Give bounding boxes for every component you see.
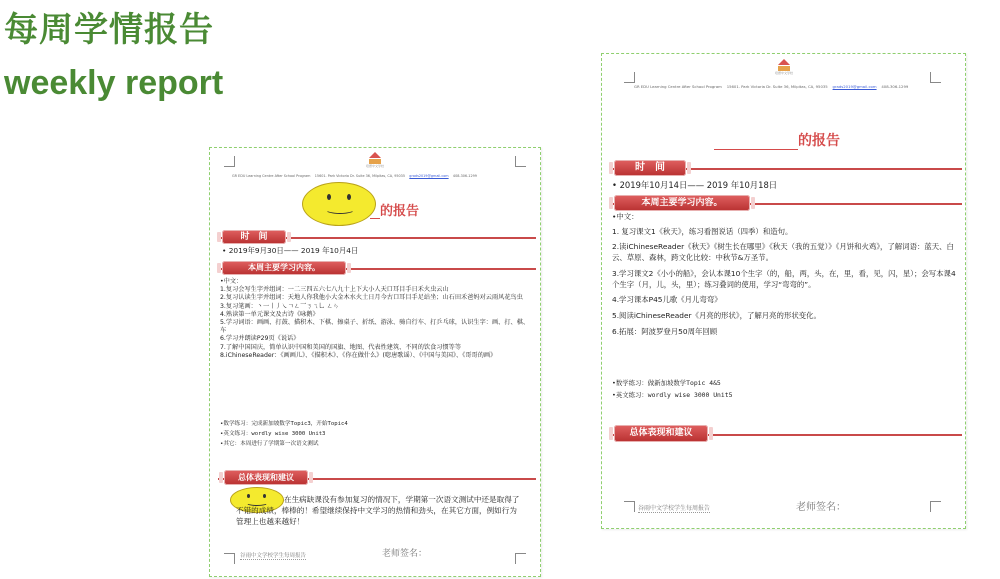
- crop-mark: [224, 553, 235, 564]
- date-range: • 2019年10月14日—— 2019 年10月18日: [612, 180, 778, 190]
- smiley-eye: [327, 194, 331, 200]
- content-line: 6.拓展：阿波罗登月50周年回顾: [612, 326, 718, 336]
- footer-school: 谷雨中文学校学生每周报告: [240, 553, 307, 559]
- content-line: 4.熟读第一单元课文及古诗《咏鹅》: [220, 310, 319, 318]
- content-line: •中文：: [220, 278, 243, 285]
- crop-mark: [515, 156, 526, 167]
- content-line: 1. 复习课文1《秋天》，练习看图说话（四季）和造句。: [612, 226, 793, 236]
- extra-line: •英文练习：wordly wise 3000 Unit3: [220, 430, 326, 437]
- smiley-eye: [347, 194, 351, 200]
- crop-mark: [624, 501, 635, 512]
- email-link[interactable]: grads2019@gmail.com: [832, 84, 877, 89]
- date-range: • 2019年9月30日—— 2019 年10月4日: [222, 246, 359, 255]
- content-line: 3.学习课文2《小小的船》，会认本课10个生字（的，船，两，头，在，里，看，见，闪，星）；会写本课4个生字（月，儿，头，里）；练习叠词的使用，学习“弯弯的”。: [612, 268, 956, 289]
- section-tab-summary: 总体表现和建议: [614, 425, 708, 442]
- teacher-signature-label: 老师签名：: [382, 549, 428, 559]
- content-list: [612, 212, 962, 338]
- smiley-mouth: [325, 205, 355, 214]
- extra-line: •数学练习：做新加坡数学Topic 4&5: [612, 379, 721, 387]
- content-line: 1.复习会写生字并组词：一二三四五六七八九十上下大小人天口耳目手日禾火虫云山: [220, 286, 449, 294]
- section-tab-time: 时 间: [222, 230, 286, 244]
- section-tab-summary: 总体表现和建议: [224, 470, 308, 485]
- letterhead: GR EDU Learning Centre After School Program 15601. Park Victoria Dr. Suite 36, Milpitas, CA, 95035 grads2019@gmail.com 408-306-1299: [634, 84, 909, 89]
- extra-line: •数学练习：完成新加坡数学Topic3，开始Topic4: [220, 421, 348, 427]
- crop-mark: [930, 501, 941, 512]
- report-page-week-2: [601, 53, 966, 529]
- content-line: 5.学习词语：画画、打鼓、描积木、下棋、擦桌子、折纸、游泳、骑自行车、打乒乓球，认识生字：画、打、棋、车: [220, 318, 530, 335]
- crop-mark: [930, 72, 941, 83]
- content-line: 2.读iChineseReader《秋天》《树生长在哪里》《秋天（我的五觉）》《月饼和火鸡》，了解词语：蓝天、白云、草原、森林，跨文化比较：中秋节&万圣节。: [612, 242, 954, 263]
- crop-mark: [224, 156, 235, 167]
- school-logo: 培德中文学校: [360, 152, 390, 168]
- email-link[interactable]: grads2019@gmail.com: [409, 174, 449, 178]
- letterhead: GR EDU Learning Centre After School Program 15601. Park Victoria Dr. Suite 36, Milpitas, CA, 95035 grads2019@gmail.com 408-306-1299: [232, 174, 477, 178]
- report-page-week-1: [209, 147, 541, 577]
- content-line: 2.复习认读生字并组词：天地人你我他小大金木水火土日月今古口耳目手足站坐；山石田禾爸妈对云雨风花鸟虫: [220, 294, 523, 302]
- teacher-signature-label: 老师签名：: [796, 502, 846, 513]
- crop-mark: [515, 553, 526, 564]
- footer-school: 谷雨中文学校学生每周报告: [638, 505, 711, 512]
- extra-practice-list: [220, 420, 530, 449]
- slide-title-english: weekly report: [4, 64, 224, 102]
- school-logo: 培德中文学校: [768, 59, 800, 75]
- content-line: 7.了解中国国庆，简单认识中国和美国的国旗、地图、代表性建筑、不同的饮食习惯等等: [220, 343, 462, 351]
- extra-line: •英文练习：wordly wise 3000 Unit5: [612, 390, 733, 399]
- section-tab-content: 本周主要学习内容。: [614, 195, 750, 211]
- crop-mark: [624, 72, 635, 83]
- summary-text: 在生病缺课没有参加复习的情况下，学期第一次语文测试中还是取得了不错的成绩，棒棒的！希望继续保持中文学习的热情和劲头，在其它方面，例如行为管理上也越来越好！: [236, 495, 520, 526]
- slide-title-chinese: 每周学情报告: [4, 10, 214, 50]
- content-list: [220, 278, 530, 360]
- section-tab-time: 时 间: [614, 160, 686, 176]
- content-line: 8.iChineseReader：《画画儿》、《描积木》、《你在做什么》(唿唐歌谣）、《中国与美国》、《哥哥的画》: [220, 351, 497, 359]
- report-title: 的报告: [714, 130, 840, 150]
- section-tab-content: 本周主要学习内容。: [222, 261, 346, 275]
- content-line: •中文：: [612, 212, 639, 221]
- extra-practice-list: [612, 378, 962, 401]
- content-line: 4.学习课本P45儿歌《月儿弯弯》: [612, 295, 722, 305]
- content-line: 3.复习笔画：丶一丨丿㇏ㄱㄥ乛ㄋㄟ乚 ㄥㄣ: [220, 302, 340, 310]
- content-line: 5.阅读iChineseReader《月亮的形状》，了解月亮的形状变化。: [612, 311, 821, 321]
- extra-line: •其它：本周进行了学期第一次语文测试: [220, 440, 319, 447]
- smiley-sticker: [302, 182, 376, 226]
- content-line: 6.学习并朗读P29页《说话》: [220, 335, 300, 343]
- report-title: 的报告: [370, 200, 419, 219]
